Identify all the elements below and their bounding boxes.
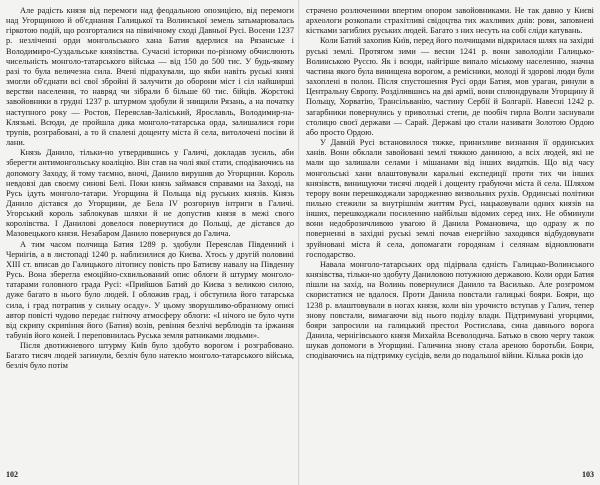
book-gutter <box>298 0 300 485</box>
left-page-text <box>6 6 294 462</box>
paragraph: страчено розлюченими впертим опором завойовниками. Не так давно у Києві археологи розкопали страхітливі свідоцтва тих жахливих днів: рови, заповнені кістками загиблих руських людей. Багато з них несуть на собі сліди катувань. <box>306 6 594 36</box>
page-number: 103 <box>582 470 594 479</box>
page-number: 102 <box>6 470 18 479</box>
right-page <box>306 6 594 479</box>
paragraph: Князь Данило, тільки-но утвердившись у Галичі, докладав зусиль, аби зберегти антимонгольську коаліцію. Він став на чолі якої стати, сподіваючись на допомогу Заходу, й тому таємно, вночі, Данило вирушив до Угорщини. Король невдовзі дав своєму синові Белі. Поки князь займався справами на Заході, на Русь ідуть монголо-татари. Угорщина й Польща від руських князів. Князь Данило дістався до Угорщини, де Бела IV розгорнув інтриги в Галичі. Угорський король заблокував шляхи й не допустив князя в межі свого королівства. І Данилові довелося повернутися до Польщі, де дістався до Мазовецького князя. Незабаром Данило повернувся до Галича. <box>6 148 294 239</box>
paragraph: А тим часом полчища Батия 1289 р. здобули Переяслав Південний і Чернігів, а в листопаді 1240 р. наблизилися до Києва. Хтось у другій половині ХІІІ ст. вписав до Галицького літопису повість про Батиєву навалу на Південну Русь. Вона зберегла емоційно-схвильований опис облоги й штурму монголо-татарами головного града Русі: «Прийшов Батий до Києва з великою силою, дуже багато в нього було людей. І обложив град, і обступила його татарська сила, і град потрапив у сильну осаду». У цьому зворушливо-образному описі автор повісті чудово передає гнітючу атмосферу облоги: «І нічого не було чути від скрипу скрипіння його (Батия) возів, ревіння безлічі верблюдів та іржання табунів його коней. І переповнилась Руська земля ратниками людьми». <box>6 239 294 340</box>
right-page-text <box>306 6 594 462</box>
paragraph: Коли Батий захопив Київ, перед його полчищами відкрилася шлях на західні руські землі. Протягом зими — весни 1241 р. вони заволоділи Галицько-Волинською Руссю. Як і всюди, найгірше випало міському населенню, значна частина якого була винищена ворогом, а ремісники, молоді й здорові люди були захоплені в полон. Після спустошення Русі орди Батия, мов ураган, ринули в Центральну Європу. Розділившись на дві армії, вони сплюндрували Угорщину й Польщу, Хорватію, Трансільванію, частину Сербії й Болгарії. Навесні 1242 р. загарбники повернулись у приволзькі степи, де пообіч гирла Волги заснували столицю своєї держави — Сарай. Державі цю стали називати Золотою Ордою або просто Ордою. <box>306 36 594 137</box>
left-page <box>6 6 294 479</box>
paragraph: Навала монголо-татарських орд підірвала єдність Галицько-Волинського князівства, тільки-но здобуту Даниловою потужною державою. Коли орди Батия пішли на захід, на Волинь повернулися Данило та Василько. Але розгромом скористатися не вдалося. Проти Данила повстали галицькі бояри. Бояри, що 1238 р. влаштовували в ногах князя, коли він урочисто вступав у Галич, тепер знову повстали, вимагаючи від нього поділу влади. Підтримувані угорцями, бояри запросили на галицький престол Ростислава, сина давнього ворога Данила, чернігівського князя Михайла Всеволодича. Батько в свою чергу також шукав допомоги в Угорщині. Галичина знову стала ареною боротьби. Бояри, сподіваючись на підтримку сусідів, вели до подальшої війни. Кілька років ідо <box>306 259 594 361</box>
paragraph: У Давній Русі встановилося тяжке, принизливе визнання її ординських ханів. Вони обклали завойовані землі тяжкою даниною, а всіх людей, які не мали що залишали селами і мішанами від інших видатків. Що від часу монгольські хани влаштовували каральні експедиції проти тих чи інших князівств, винищуючи тисячі людей і дощенту грабуючи міста й села. Шляхом терору вони перешкоджали зародженню визвольних рухів. Ординські політики пильно стежили за внутрішнім життям Русі, нацьковували одних князів на інших, перешкоджали посиленню найбільш відомих серед них. Не обминули вони недоброзичливою увагою й Данила Романовича, що одразу ж по поверненні в західні руські землі почав енергійно заходився відбудовувати зруйновані міста й села, допомагати городянам і селянам відновлювати господарство. <box>306 138 594 259</box>
paragraph: Після двотижневого штурму Київ було здобуто ворогом і розграбовано. Багато тисяч людей загинули, безліч було натекло монголо-татарського війська, безліч було потім <box>6 341 294 371</box>
paragraph: Але радість князя від перемоги над феодальною опозицією, від перемоги над Угорщиною й об'єднання Галицької та Волинської земель затьмарювалась гіркотою подій, що розгорталися на північному сході Давньої Русі. Восени 1237 р. незліченні орди монгольського хана Батия вдерлися на Рязанське і Володимиро-Суздальське князівства. Сучасні історики по-різному обчислюють чисельність монголо-татарського війська — від 150 до 500 тис. У будь-якому разі то була величезна сила. Вчені підрахували, що якби навіть руські князі змогли об'єднати всі свої збройні й залучити до оборони міст і сіл найширші верстви населення, то навряд чи зібрали б більше 60 тис. бійців. Жорстокі завойовники в грудні 1237 р. штурмом здобули й знищили Рязань, а на початку наступного року — Ростов, Переяслав-Заліський, Ярославль, Володимир-на-Клязьмі. Всюди, де пройшла дика монголо-татарська орда, залишалися гори трупів, розграбовані, а то й спалені дощенту міста й села, витолочені посіви й лани. <box>6 6 294 148</box>
